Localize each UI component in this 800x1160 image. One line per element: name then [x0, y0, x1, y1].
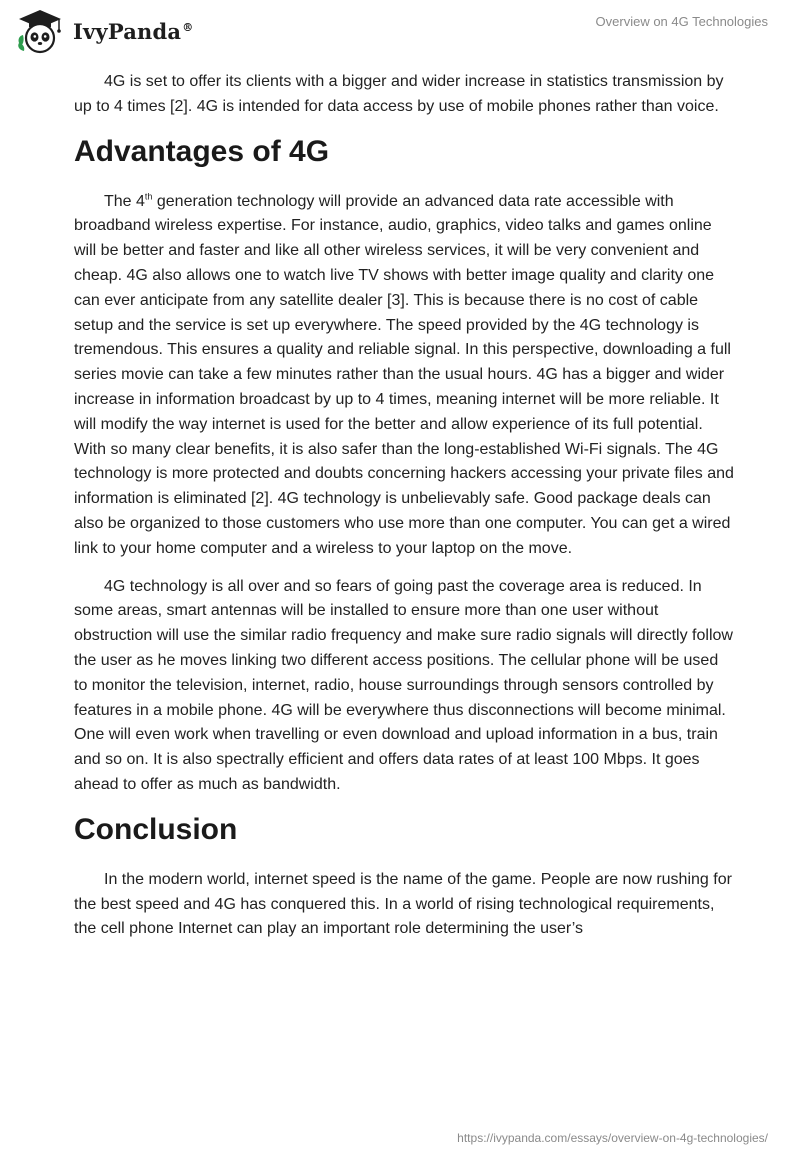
panda-logo-icon [15, 8, 65, 54]
page-header [0, 0, 800, 62]
brand-name: IvyPanda® [73, 18, 194, 44]
advantages-paragraph-2: 4G technology is all over and so fears of going past the coverage area is reduced. In some areas, smart antennas will be installed to ensure more than one user without obstruction will use the similar radio frequency and make sure radio signals will directly follow the user as he moves linking two different access positions. The cellular phone will be used to monitor the television, internet, radio, house surroundings through sensors controlled by features in a mobile phone. 4G will be everywhere thus disconnections will become minimal. One will even work when travelling or even download and upload information in a bus, train and so on. It is also spectrally efficient and offers data rates of at least 100 Mbps. It goes ahead to offer as much as bandwidth. [74, 577, 733, 793]
intro-paragraph: 4G is set to offer its clients with a bigger and wider increase in statistics transmission by up to 4 times [2]. 4G is intended for data access by use of mobile phones rather than voice. [74, 73, 724, 115]
ivypanda-logo[interactable] [15, 8, 193, 54]
conclusion-heading: Conclusion [74, 812, 238, 846]
conclusion-paragraph: In the modern world, internet speed is the name of the game. People are now rushing for the best speed and 4G has conquered this. In a world of rising technological requirements, the cell phone Internet can play an important role determining the user’s [74, 870, 732, 938]
advantages-paragraph-1: The 4th generation technology will provide an advanced data rate accessible with broadband wireless expertise. For instance, audio, graphics, video talks and games online will be better and faster and like all other wireless services, it will be very convenient and cheap. 4G also allows one to watch live TV shows with better image quality and clarity one can ever anticipate from any satellite dealer [3]. This is because there is no cost of cable setup and the service is set up everywhere. The speed provided by the 4G technology is tremendous. This ensures a quality and reliable signal. In this perspective, downloading a full series movie can take a few minutes rather than the usual hours. 4G has a bigger and wider increase in information broadcast by up to 4 times, meaning internet will be more reliable. It will modify the way internet is used for the better and allow experience of its full potential. With so many clear benefits, it is also safer than the long-established Wi-Fi signals. The 4G technology is more protected and doubts concerning hackers accessing your private files and information is eliminated [2]. 4G technology is unbelievably safe. Good package deals can also be organized to those customers who use more than one computer. You can get a wired link to your home computer and a wireless to your laptop on the move. [74, 191, 734, 557]
essay-content [74, 70, 734, 955]
advantages-heading: Advantages of 4G [74, 134, 330, 168]
source-url[interactable]: https://ivypanda.com/essays/overview-on-4g-technologies/ [457, 1131, 768, 1145]
document-title: Overview on 4G Technologies [595, 14, 768, 29]
